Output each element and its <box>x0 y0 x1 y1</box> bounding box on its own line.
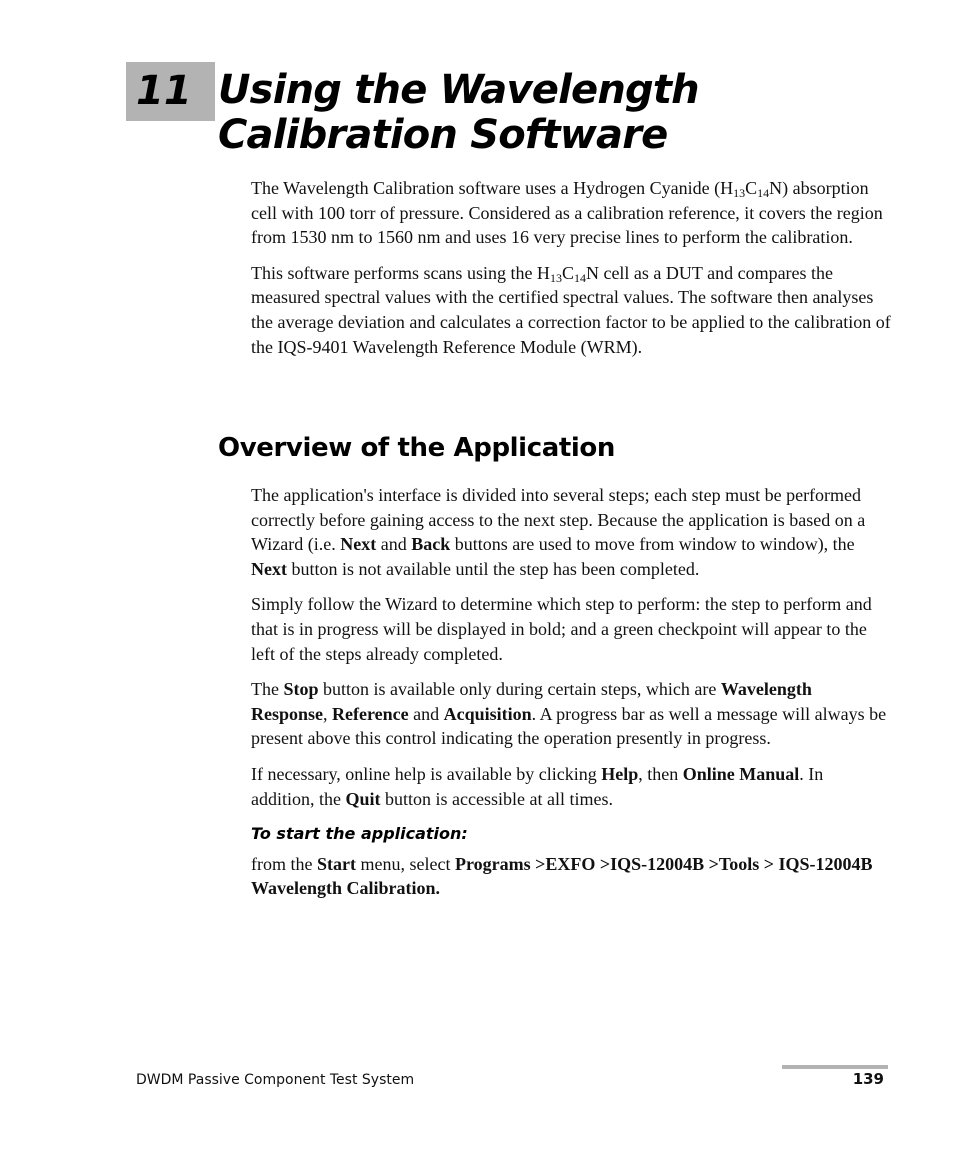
intro-text <box>251 176 891 370</box>
intro-paragraph-2: This software performs scans using the $H_{13}C_{14}N$ cell as a DUT and compares the measured spectral values with the certified spectral values. The software then analyses the average deviation and calculates a correction factor to be applied to the calibration of the IQS-9401 Wavelength Reference Module (WRM). <box>251 262 891 357</box>
intro-paragraph-1: The Wavelength Calibration software uses a Hydrogen Cyanide $(H_{13}C_{14}N)$ absorption cell with 100 torr of pressure. Considered as a calibration reference, it covers the region from 1530 nm to 1560 nm and uses 16 very precise lines to perform the calibration. <box>251 178 883 248</box>
chapter-title <box>218 68 918 158</box>
footer-title: DWDM Passive Component Test System <box>136 1072 415 1088</box>
section-text <box>251 483 891 912</box>
chapter-title-line-2: Calibration Software <box>218 112 668 158</box>
footer-rule <box>782 1065 888 1069</box>
page-number: 139 <box>852 1070 884 1088</box>
overview-paragraph-2: Simply follow the Wizard to determine which step to perform: the step to perform and that is in progress will be displayed in bold; and a green checkpoint will appear to the left of the steps already completed. <box>251 594 872 664</box>
procedure-step: from the Start menu, select Programs >EXFO >IQS-12004B >Tools > IQS-12004B Wavelength Calibration. <box>251 853 873 899</box>
overview-paragraph-3: The Stop button is available only during certain steps, which are Wavelength Response, Reference and Acquisition. A progress bar as well a message will always be present above this control indicating the operation presently in progress. <box>251 679 887 749</box>
section-heading: Overview of the Application <box>218 433 615 463</box>
chapter-number: 11 <box>126 62 215 121</box>
chapter-title-line-1: Using the Wavelength <box>218 67 699 113</box>
overview-paragraph-4: If necessary, online help is available by clicking Help, then Online Manual. In addition, the Quit button is accessible at all times. <box>251 763 824 809</box>
procedure-heading: To start the application: <box>251 824 468 844</box>
overview-paragraph-1: The application's interface is divided into several steps; each step must be performed correctly before gaining access to the next step. Because the application is based on a Wizard (i.e. Next and Back buttons are used to move from window to window), the Next button is not available until the step has been completed. <box>251 485 866 579</box>
